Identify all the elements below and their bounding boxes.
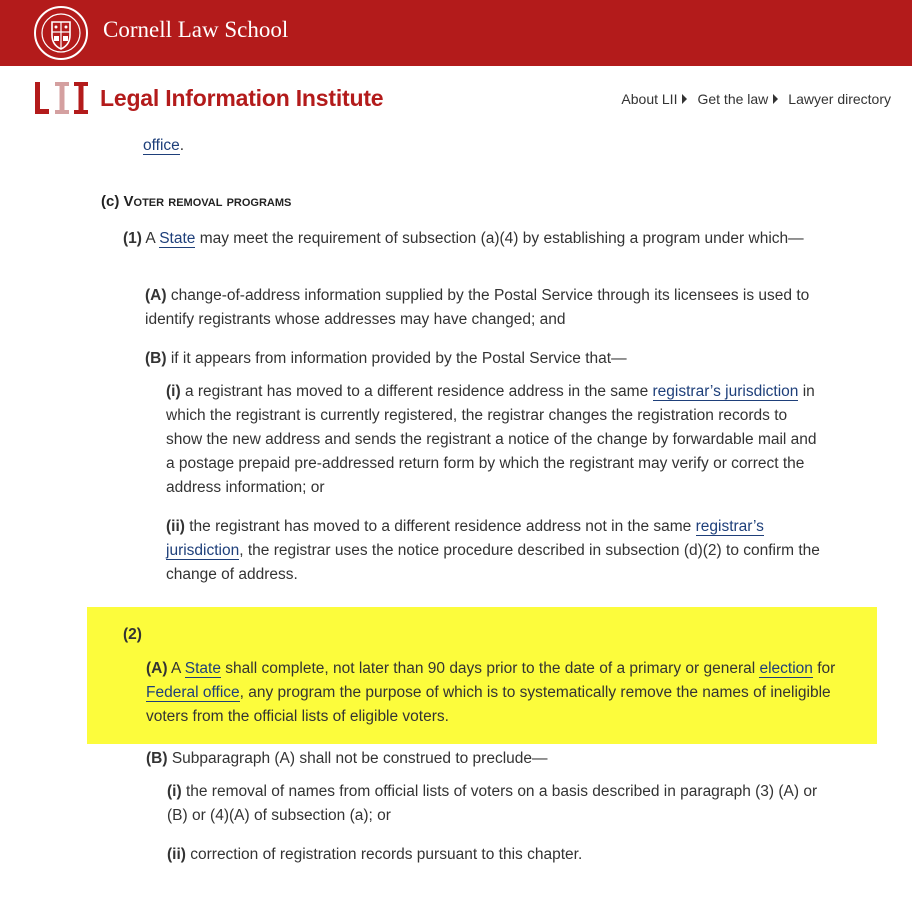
cornell-header-bar [0,0,912,66]
paragraph-2-A: (A) A State shall complete, not later than 90 days prior to the date of a primary or general election for Federal office, any program the purpose of which is to systematically remove the names of ineligible voters from the official lists of eligible voters. [146,660,836,725]
paragraph-2-B-i: (i) the removal of names from official lists of voters on a basis described in paragraph (3) (A) or (B) or (4)(A) of subsection (a); or [167,783,818,824]
nav-get-the-law[interactable] [697,91,778,107]
cornell-law-school-title[interactable]: Cornell Law School [103,17,289,42]
paragraph-1-B-i: (i) a registrant has moved to a different residence address in the same registrar’s jurisdiction in which the registrant is currently registered, the registrar changes the registration records to show the new address and sends the registrant a notice of the change by forwardable mail and a postage prepaid pre-addressed return form by which the registrant may verify or correct the address information; or [166,383,817,496]
top-nav [621,91,891,107]
fragment-office: office. [143,137,185,154]
term-link-state[interactable]: State [159,230,196,247]
nav-lawyer-directory-label[interactable]: Lawyer directory [788,91,891,107]
paragraph-2: (2) [123,626,142,643]
subsection-c-heading: (c) Voter removal programs [101,193,292,210]
term-link-registrars-jurisdiction[interactable]: registrar’s jurisdiction [166,518,764,559]
term-link-election[interactable]: election [759,660,813,677]
paragraph-2-B-ii: (ii) correction of registration records pursuant to this chapter. [167,846,583,863]
triangle-right-icon [682,94,687,104]
nav-get-the-law-label[interactable]: Get the law [697,91,769,107]
nav-lawyer-directory[interactable] [788,91,891,107]
term-link-registrars-jurisdiction[interactable]: registrar’s jurisdiction [652,383,799,400]
paragraph-1-B: (B) if it appears from information provided by the Postal Service that— [145,350,627,367]
term-link-office[interactable]: office [143,137,180,154]
paragraph-2-B: (B) Subparagraph (A) shall not be construed to preclude— [146,750,548,767]
paragraph-1-A: (A) change-of-address information supplied by the Postal Service through its licensees is used to identify registrants whose addresses may have changed; and [145,287,810,328]
nav-about-lii-label[interactable]: About LII [621,91,678,107]
lii-title[interactable]: Legal Information Institute [100,85,384,111]
lii-logo-icon[interactable] [34,81,92,115]
term-link-state[interactable]: State [184,660,221,677]
triangle-right-icon [773,94,778,104]
nav-about-lii[interactable] [621,91,687,107]
paragraph-1: (1) A State may meet the requirement of subsection (a)(4) by establishing a program under which— [123,230,804,247]
term-link-federal-office[interactable]: Federal office [146,684,240,701]
paragraph-1-B-ii: (ii) the registrant has moved to a different residence address not in the same registrar’s jurisdiction, the registrar uses the notice procedure described in subsection (d)(2) to confirm the change of address. [166,518,820,583]
cornell-seal-icon[interactable] [33,5,89,61]
